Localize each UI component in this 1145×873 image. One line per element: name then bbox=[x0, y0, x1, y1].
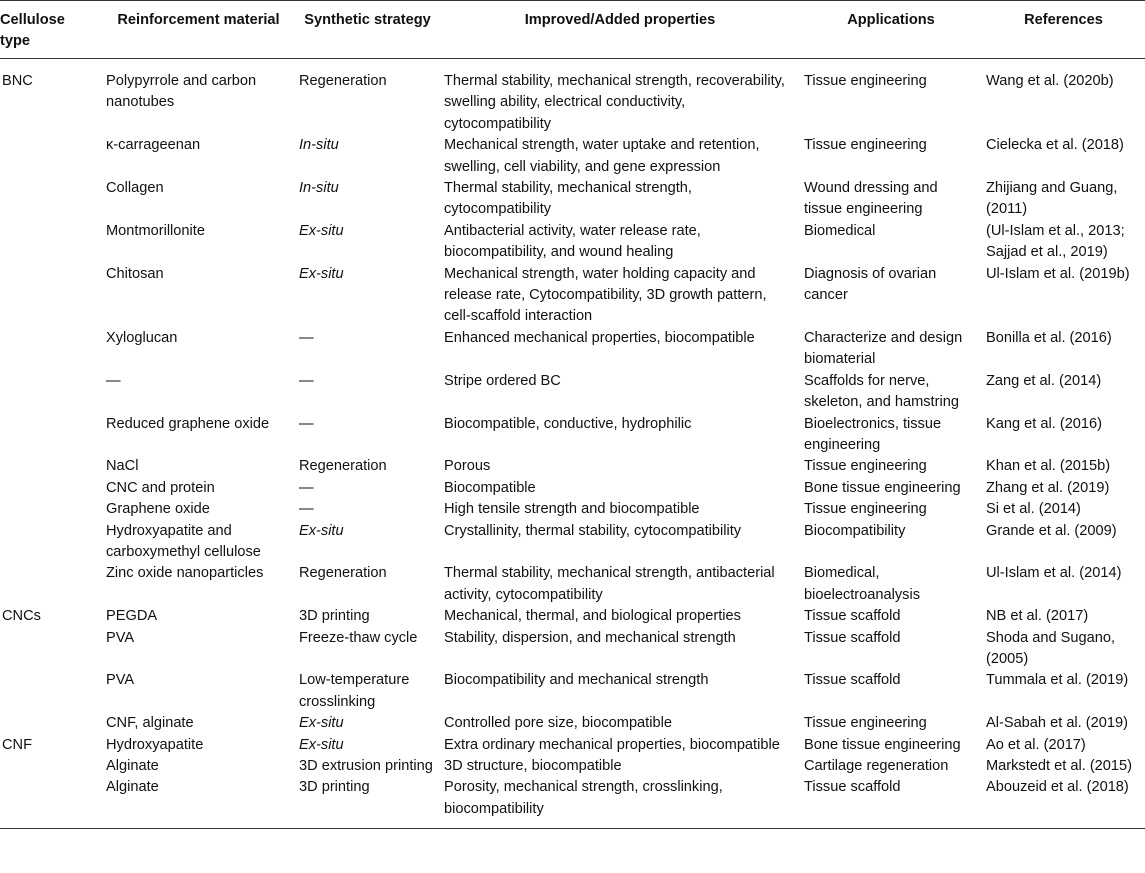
cellulose-type-cell bbox=[0, 456, 102, 477]
properties-cell: High tensile strength and biocompatible bbox=[444, 501, 700, 518]
references-cell: Ul-Islam et al. (2019b) bbox=[986, 265, 1130, 282]
applications-cell: Characterize and design biomaterial bbox=[804, 329, 963, 368]
applications-cell: Tissue engineering bbox=[804, 137, 927, 154]
table-row bbox=[0, 670, 1145, 713]
reinforcement-material-cell: Hydroxyapatite bbox=[106, 736, 204, 753]
properties-cell: Antibacterial activity, water release rate, biocompatibility, and wound healing bbox=[444, 222, 701, 261]
references-cell: Grande et al. (2009) bbox=[986, 522, 1117, 539]
applications-cell: Tissue engineering bbox=[804, 458, 927, 475]
references-cell: NB et al. (2017) bbox=[986, 608, 1089, 625]
references-cell: Al-Sabah et al. (2019) bbox=[986, 715, 1128, 732]
reinforcement-material-cell: κ-carrageenan bbox=[106, 137, 201, 154]
cellulose-type-cell bbox=[0, 756, 102, 777]
properties-cell: Porosity, mechanical strength, crosslinking, biocompatibility bbox=[440, 777, 800, 828]
synthetic-strategy-cell: — bbox=[299, 479, 314, 496]
references-cell: Si et al. (2014) bbox=[986, 501, 1081, 518]
applications-cell: Tissue scaffold bbox=[800, 777, 982, 828]
references-cell: Kang et al. (2016) bbox=[986, 415, 1103, 432]
synthetic-strategy-cell: Low-temperature crosslinking bbox=[299, 672, 410, 710]
properties-cell: Stability, dispersion, and mechanical strength bbox=[444, 629, 736, 646]
applications-cell: Tissue scaffold bbox=[804, 608, 901, 625]
reinforcement-material-cell: Alginate bbox=[106, 758, 159, 774]
header-properties: Improved/Added properties bbox=[440, 1, 800, 59]
references-cell: Abouzeid et al. (2018) bbox=[982, 777, 1145, 828]
applications-cell: Cartilage regeneration bbox=[804, 758, 949, 774]
cellulose-type-cell bbox=[0, 478, 102, 499]
header-cellulose-type: Cellulose type bbox=[0, 1, 102, 59]
table-row bbox=[0, 563, 1145, 606]
properties-cell: Biocompatible, conductive, hydrophilic bbox=[444, 415, 692, 432]
properties-cell: Enhanced mechanical properties, biocompatible bbox=[444, 329, 755, 346]
references-cell: Tummala et al. (2019) bbox=[986, 672, 1129, 689]
reinforcement-material-cell: Montmorillonite bbox=[106, 222, 205, 239]
table-row bbox=[0, 521, 1145, 564]
references-cell: Bonilla et al. (2016) bbox=[986, 329, 1112, 346]
applications-cell: Wound dressing and tissue engineering bbox=[804, 180, 938, 218]
reinforcement-material-cell: Alginate bbox=[102, 777, 295, 828]
references-cell: Wang et al. (2020b) bbox=[986, 73, 1114, 89]
references-cell: Shoda and Sugano, (2005) bbox=[986, 629, 1116, 667]
header-synthetic-strategy: Synthetic strategy bbox=[295, 1, 440, 59]
properties-cell: Mechanical strength, water uptake and retention, swelling, cell viability, and gene expression bbox=[444, 137, 760, 175]
table-row bbox=[0, 713, 1145, 734]
synthetic-strategy-cell: Ex-situ bbox=[299, 715, 344, 732]
reinforcement-material-cell: PVA bbox=[106, 629, 135, 646]
table-row bbox=[0, 628, 1145, 671]
table-row bbox=[0, 135, 1145, 178]
properties-cell: Thermal stability, mechanical strength, recoverability, swelling ability, electrical conductivity, cytocompatibility bbox=[444, 73, 785, 132]
table-row bbox=[0, 414, 1145, 457]
synthetic-strategy-cell: — bbox=[299, 372, 314, 389]
references-cell: Zhijiang and Guang, (2011) bbox=[986, 180, 1118, 218]
reinforcement-material-cell: Graphene oxide bbox=[106, 501, 210, 518]
synthetic-strategy-cell: 3D extrusion printing bbox=[299, 758, 433, 774]
reinforcement-material-cell: NaCl bbox=[106, 458, 139, 475]
cellulose-type-cell bbox=[0, 670, 102, 713]
properties-cell: Thermal stability, mechanical strength, cytocompatibility bbox=[444, 180, 692, 218]
synthetic-strategy-cell: Ex-situ bbox=[299, 736, 344, 753]
reinforcement-material-cell: PEGDA bbox=[106, 608, 158, 625]
table-row bbox=[0, 221, 1145, 264]
cellulose-type-cell bbox=[0, 499, 102, 520]
references-cell: (Ul-Islam et al., 2013; Sajjad et al., 2019) bbox=[986, 222, 1125, 261]
synthetic-strategy-cell: Ex-situ bbox=[299, 265, 344, 282]
synthetic-strategy-cell: In-situ bbox=[299, 137, 339, 154]
cellulose-type-cell: BNC bbox=[2, 73, 33, 89]
reinforcement-material-cell: Reduced graphene oxide bbox=[106, 415, 270, 432]
references-cell: Zhang et al. (2019) bbox=[986, 479, 1110, 496]
properties-cell: Thermal stability, mechanical strength, antibacterial activity, cytocompatibility bbox=[444, 565, 775, 603]
synthetic-strategy-cell: Ex-situ bbox=[299, 222, 344, 239]
cellulose-type-cell bbox=[0, 777, 102, 828]
table-row bbox=[0, 178, 1145, 221]
cellulose-type-cell bbox=[0, 521, 102, 564]
references-cell: Ul-Islam et al. (2014) bbox=[986, 565, 1122, 582]
reinforcement-material-cell: Collagen bbox=[106, 180, 164, 197]
table-row bbox=[0, 478, 1145, 499]
properties-cell: Mechanical, thermal, and biological properties bbox=[444, 608, 741, 625]
references-cell: Khan et al. (2015b) bbox=[986, 458, 1111, 475]
cellulose-type-cell bbox=[0, 563, 102, 606]
synthetic-strategy-cell: In-situ bbox=[299, 180, 339, 197]
table-row bbox=[0, 777, 1145, 828]
references-cell: Markstedt et al. (2015) bbox=[986, 758, 1133, 774]
references-cell: Zang et al. (2014) bbox=[986, 372, 1102, 389]
cellulose-type-cell bbox=[0, 628, 102, 671]
cellulose-type-cell: CNF bbox=[2, 736, 32, 753]
applications-cell: Tissue engineering bbox=[804, 73, 927, 89]
applications-cell: Tissue scaffold bbox=[804, 672, 901, 689]
cellulose-type-cell bbox=[0, 135, 102, 178]
synthetic-strategy-cell: 3D printing bbox=[295, 777, 440, 828]
reinforcement-material-cell: CNF, alginate bbox=[106, 715, 194, 732]
cellulose-type-cell bbox=[0, 328, 102, 371]
table-row bbox=[0, 456, 1145, 477]
reinforcement-material-cell: Chitosan bbox=[106, 265, 164, 282]
reinforcement-material-cell: Polypyrrole and carbon nanotubes bbox=[106, 73, 257, 111]
table-row bbox=[0, 371, 1145, 414]
table-row bbox=[0, 756, 1145, 777]
applications-cell: Bone tissue engineering bbox=[804, 736, 961, 753]
cellulose-type-cell bbox=[0, 713, 102, 734]
properties-cell: Biocompatibility and mechanical strength bbox=[444, 672, 709, 689]
properties-cell: Extra ordinary mechanical properties, biocompatible bbox=[444, 736, 780, 753]
cellulose-type-cell: CNCs bbox=[2, 608, 41, 625]
reinforcement-material-cell: PVA bbox=[106, 672, 135, 689]
reinforcement-material-cell: Xyloglucan bbox=[106, 329, 178, 346]
properties-cell: Biocompatible bbox=[444, 479, 536, 496]
reinforcement-material-cell: Zinc oxide nanoparticles bbox=[106, 565, 264, 582]
cellulose-type-cell bbox=[0, 221, 102, 264]
table-row bbox=[0, 499, 1145, 520]
table-header-row bbox=[0, 1, 1145, 59]
table-row bbox=[0, 264, 1145, 328]
applications-cell: Tissue engineering bbox=[804, 715, 927, 732]
properties-cell: Porous bbox=[444, 458, 491, 475]
synthetic-strategy-cell: Regeneration bbox=[299, 565, 387, 582]
synthetic-strategy-cell: Regeneration bbox=[299, 73, 387, 89]
references-cell: Cielecka et al. (2018) bbox=[986, 137, 1124, 154]
table-row bbox=[0, 735, 1145, 756]
cellulose-type-cell bbox=[0, 178, 102, 221]
applications-cell: Bioelectronics, tissue engineering bbox=[804, 415, 942, 453]
header-reinforcement-material: Reinforcement material bbox=[102, 1, 295, 59]
synthetic-strategy-cell: Regeneration bbox=[299, 458, 387, 475]
reinforcement-material-cell: — bbox=[106, 372, 121, 389]
table-row bbox=[0, 59, 1145, 136]
properties-cell: Crystallinity, thermal stability, cytocompatibility bbox=[444, 522, 742, 539]
synthetic-strategy-cell: Freeze-thaw cycle bbox=[299, 629, 418, 646]
header-references: References bbox=[982, 1, 1145, 59]
references-cell: Ao et al. (2017) bbox=[986, 736, 1086, 753]
cellulose-type-cell bbox=[0, 264, 102, 328]
cellulose-type-cell bbox=[0, 414, 102, 457]
table-row bbox=[0, 606, 1145, 627]
synthetic-strategy-cell: — bbox=[299, 329, 314, 346]
applications-cell: Biomedical, bioelectroanalysis bbox=[804, 565, 921, 603]
applications-cell: Scaffolds for nerve, skeleton, and hamstring bbox=[804, 372, 959, 411]
applications-cell: Bone tissue engineering bbox=[804, 479, 961, 496]
properties-cell: Mechanical strength, water holding capacity and release rate, Cytocompatibility, 3D growth pattern, cell-scaffold interaction bbox=[444, 265, 767, 325]
synthetic-strategy-cell: — bbox=[299, 415, 314, 432]
synthetic-strategy-cell: — bbox=[299, 501, 314, 518]
synthetic-strategy-cell: 3D printing bbox=[299, 608, 370, 625]
applications-cell: Tissue scaffold bbox=[804, 629, 901, 646]
synthetic-strategy-cell: Ex-situ bbox=[299, 522, 344, 539]
cellulose-type-cell bbox=[0, 371, 102, 414]
table-row bbox=[0, 328, 1145, 371]
applications-cell: Tissue engineering bbox=[804, 501, 927, 518]
applications-cell: Diagnosis of ovarian cancer bbox=[804, 265, 937, 304]
table-body bbox=[0, 59, 1145, 829]
applications-cell: Biocompatibility bbox=[804, 522, 906, 539]
reinforcement-material-cell: Hydroxyapatite and carboxymethyl cellulose bbox=[106, 522, 261, 560]
properties-cell: 3D structure, biocompatible bbox=[444, 758, 622, 774]
reinforcement-material-cell: CNC and protein bbox=[106, 479, 215, 496]
properties-cell: Controlled pore size, biocompatible bbox=[444, 715, 672, 732]
properties-cell: Stripe ordered BC bbox=[444, 372, 561, 389]
applications-cell: Biomedical bbox=[804, 222, 876, 239]
header-applications: Applications bbox=[800, 1, 982, 59]
